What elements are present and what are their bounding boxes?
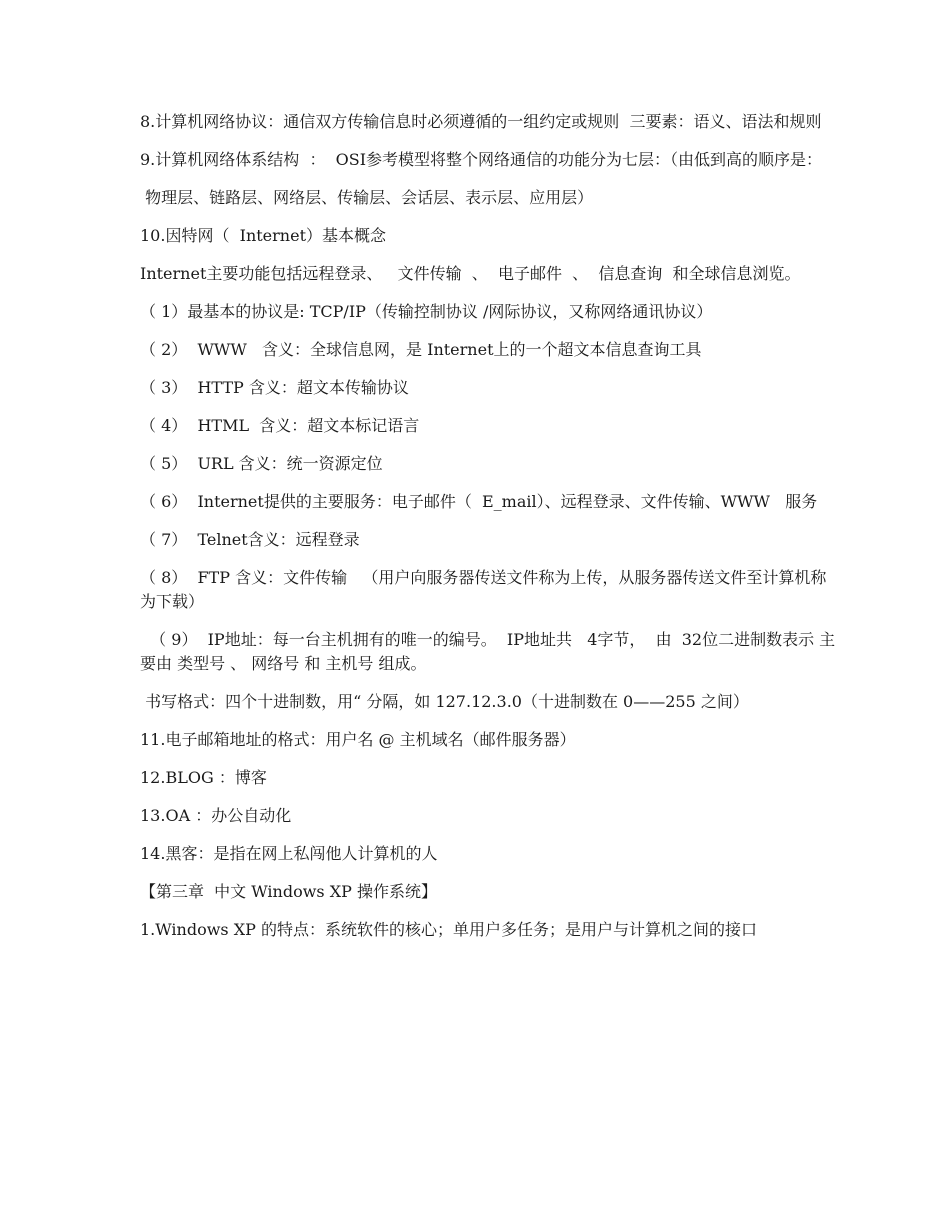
paragraph-oa: 13.OA ：办公自动化 <box>140 806 292 825</box>
paragraph-internet-heading: 10.因特网（ Internet）基本概念 <box>140 226 386 245</box>
list-item-ip-address: （ 9） IP地址：每一台主机拥有的唯一的编号。 IP地址共 4字节， 由 32位二进制数表示 主要由 类型号 、 网络号 和 主机号 组成。 <box>140 630 836 673</box>
list-item-telnet: （ 7） Telnet含义：远程登录 <box>140 530 360 549</box>
paragraph-network-protocol: 8.计算机网络协议：通信双方传输信息时必须遵循的一组约定或规则 三要素：语义、语法和规则 <box>140 112 822 131</box>
paragraph-osi-layers: 物理层、链路层、网络层、传输层、会话层、表示层、应用层） <box>140 188 594 207</box>
paragraph-email-format: 11.电子邮箱地址的格式：用户名 @ 主机域名（邮件服务器） <box>140 730 576 749</box>
paragraph-ip-format: 书写格式：四个十进制数，用“ 分隔，如 127.12.3.0（十进制数在 0——255 之间） <box>140 692 749 711</box>
list-item-ftp: （ 8） FTP 含义：文件传输 （用户向服务器传送文件称为上传，从服务器传送文件至计算机称为下载） <box>140 568 827 611</box>
paragraph-network-architecture: 9.计算机网络体系结构 ： OSI参考模型将整个网络通信的功能分为七层：（由低到高的顺序是： <box>140 150 823 169</box>
list-item-internet-services: （ 6） Internet提供的主要服务：电子邮件（ E_mail）、远程登录、文件传输、WWW 服务 <box>140 492 818 511</box>
paragraph-hacker: 14.黑客：是指在网上私闯他人计算机的人 <box>140 844 438 863</box>
list-item-www: （ 2） WWW 含义：全球信息网，是 Internet上的一个超文本信息查询工具 <box>140 340 702 359</box>
chapter-heading: 【第三章 中文 Windows XP 操作系统】 <box>140 882 437 901</box>
paragraph-blog: 12.BLOG ：博客 <box>140 768 267 787</box>
paragraph-internet-functions: Internet主要功能包括远程登录、 文件传输 、 电子邮件 、 信息查询 和全球信息浏览。 <box>140 264 801 283</box>
list-item-url: （ 5） URL 含义：统一资源定位 <box>140 454 383 473</box>
list-item-tcpip: （ 1）最基本的协议是: TCP/IP（传输控制协议 /网际协议，又称网络通讯协议） <box>140 302 713 321</box>
list-item-http: （ 3） HTTP 含义：超文本传输协议 <box>140 378 409 397</box>
list-item-html: （ 4） HTML 含义：超文本标记语言 <box>140 416 420 435</box>
document-page <box>140 110 840 956</box>
paragraph-windows-xp-features: 1.Windows XP 的特点：系统软件的核心；单用户多任务；是用户与计算机之间的接口 <box>140 920 757 939</box>
